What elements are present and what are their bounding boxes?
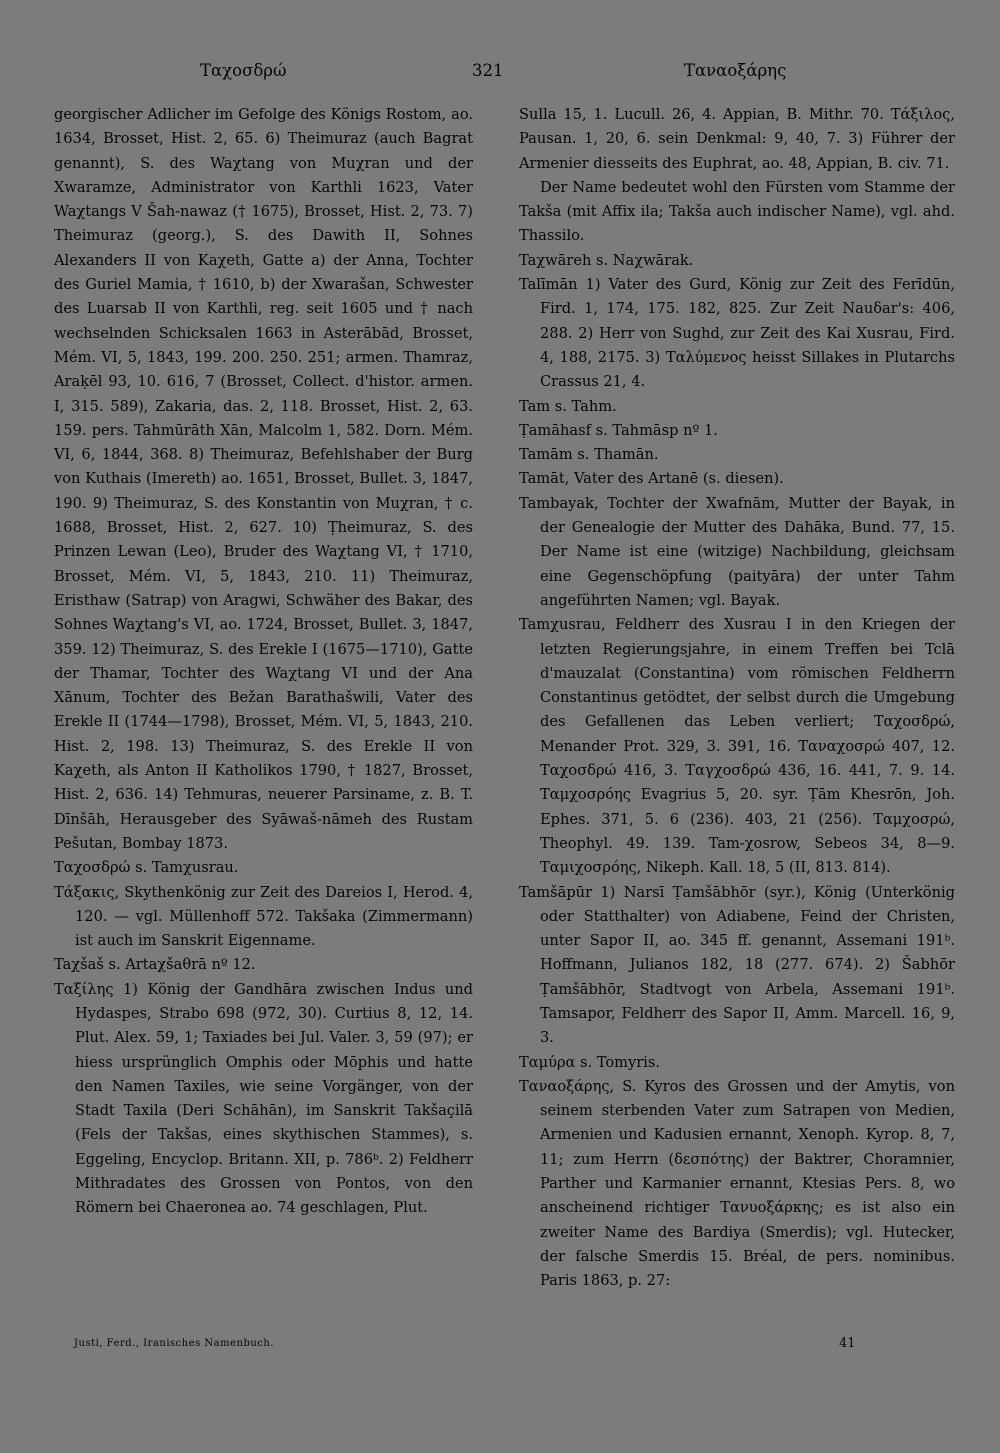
dictionary-entry: Tam s. Tahm. (519, 397, 617, 415)
paragraph: Der Name bedeutet wohl den Fürsten vom Stamme der Takša (mit Affix ila; Takša auch indischer Name), vgl. ahd. Thassilo. (519, 178, 955, 245)
dictionary-entry: Taχwāreh s. Naχwārak. (519, 251, 694, 269)
running-head-right: Ταναοξάρης (684, 61, 787, 80)
dictionary-entry: Ταξίλης 1) König der Gandhāra zwischen Indus und Hydaspes, Strabo 698 (972, 30). Curtius 8, 12, 14. Plut. Alex. 59, 1; Taxiades bei Jul. Valer. 3, 59 (97); er hiess ursprünglich Omphis oder Mōphis und hatte den Namen Taxiles, wie seine Vorgänger, von der Stadt Taxila (Deri Schāhān), im Sanskrit Takšaçilā (Fels der Takšas, eines skythischen Stammes), s. Eggeling, Encyclop. Britann. XII, p. 786ᵇ. 2) Feldherr Mithradates des Grossen von Pontos, von den Römern bei Chaeronea ao. 74 geschlagen, Plut. (54, 980, 473, 1217)
entry-continuation: georgischer Adlicher im Gefolge des Königs Rostom, ao. 1634, Brosset, Hist. 2, 65. 6) Theimuraz (auch Bagrat genannt), S. des Waχtang von Muχran und der Xwaramze, Administrator von Karthli 1623, Vater Waχtangs V Šah-nawaz († 1675), Brosset, Hist. 2, 73. 7) Theimuraz (georg.), S. des Dawith II, Sohnes Alexanders II von Kaχeth, Gatte a) der Anna, Tochter des Guriel Mamia, † 1610, b) der Xwarašan, Schwester des Luarsab II von Karthli, reg. seit 1605 und † nach wechselnden Schicksalen 1663 in Asterābād, Brosset, Mém. VI, 5, 1843, 199. 200. 250. 251; armen. Thamraz, Araḳēl 93, 10. 616, 7 (Brosset, Collect. d'histor. armen. I, 315. 589), Zakaria, das. 2, 118. Brosset, Hist. 2, 63. 159. pers. Tahmūrāth Xān, Malcolm 1, 582. Dorn. Mém. VI, 6, 1844, 368. 8) Theimuraz, Befehlshaber der Burg von Kuthais (Imereth) ao. 1651, Brosset, Bullet. 3, 1847, 190. 9) Theimuraz, S. des Konstantin von Muχran, † c. 1688, Brosset, Hist. 2, 627. 10) Ṭheimuraz, S. des Prinzen Lewan (Leo), Bruder des Waχtang VI, † 1710, Brosset, Mém. VI, 5, 1843, 210. 11) Theimuraz, Eristhaw (Satrap) von Aragwi, Schwäher des Bakar, des Sohnes Waχtang's VI, ao. 1724, Brosset, Bullet. 3, 1847, 359. 12) Theimuraz, S. des Erekle I (1675—1710), Gatte der Thamar, Tochter des Waχtang VI und der Ana Xānum, Tochter des Bežan Barathašwili, Vater des Erekle II (1744—1798), Brosset, Mém. VI, 5, 1843, 210. Hist. 2, 198. 13) Theimuraz, S. des Erekle II von Kaχeth, als Anton II Katholikos 1790, † 1827, Brosset, Hist. 2, 636. 14) Tehmuras, neuerer Parsiname, z. B. T. Dīnšāh, Herausgeber des Syāwaš-nāmeh des Rustam Pešutan, Bombay 1873. (54, 106, 473, 852)
dictionary-entry: Tamām s. Thamān. (519, 446, 659, 464)
dictionary-entry: Ταναοξάρης, S. Kyros des Grossen und der Amytis, von seinem sterbenden Vater zum Satrapen von Medien, Armenien und Kadusien ernannt, Xenoph. Kyrop. 8, 7, 11; zum Herrn (δεσπότης) der Baktrer, Choramnier, Parther und Karmanier ernannt, Ktesias Pers. 8, wo anscheinend richtiger Τανυοξάρκης; es ist also ein zweiter Name des Bardiya (Smerdis); vgl. Hutecker, der falsche Smerdis 15. Bréal, de pers. nominibus. Paris 1863, p. 27: (519, 1077, 955, 1290)
left-column (54, 103, 473, 1221)
dictionary-entry: Tambayak, Tochter der Xwafnām, Mutter der Bayak, in der Genealogie der Mutter des Dahāka, Bund. 77, 15. Der Name ist eine (witzige) Nachbildung, gleichsam eine Gegenschöpfung (paityāra) der unter Tahm angeführten Namen; vgl. Bayak. (519, 494, 955, 609)
footer-signature: Justi, Ferd., Iranisches Namenbuch. (74, 1338, 275, 1349)
dictionary-entry: Ταμύρα s. Tomyris. (519, 1053, 661, 1071)
dictionary-entry: Tamšāpūr 1) Narsī Ṭamšābhōr (syr.), König (Unterkönig oder Statthalter) von Adiabene, Feind der Christen, unter Sapor II, ao. 345 ff. genannt, Assemani 191ᵇ. Hoffmann, Julianos 182, 18 (277. 674). 2) Šabhōr Ṭamšābhōr, Stadtvogt von Arbela, Assemani 191ᵇ. Tamsapor, Feldherr des Sapor II, Amm. Marcell. 16, 9, 3. (519, 883, 955, 1047)
dictionary-entry: Tamχusrau, Feldherr des Xusrau I in den Kriegen der letzten Regierungsjahre, in einem Treffen bei Tclā d'mauzalat (Constantina) vom römischen Feldherrn Constantinus getödtet, der selbst durch die Umgebung des Gefallenen das Leben verliert; Ταχοσδρώ, Menander Prot. 329, 3. 391, 16. Ταναχοσρώ 407, 12. Ταχοσδρώ 416, 3. Ταγχοσδρώ 436, 16. 441, 7. 9. 14. Ταμχοσρόης Evagrius 5, 20. syr. Ṭām Khesrōn, Joh. Ephes. 371, 5. 6 (236). 403, 21 (256). Ταμχοσρώ, Theophyl. 49. 139. Tam-χosrow, Sebeos 34, 8—9. Ταμιχοσρόης, Nikeph. Kall. 18, 5 (II, 813. 814). (519, 616, 955, 877)
entry-continuation: Sulla 15, 1. Lucull. 26, 4. Appian, B. Mithr. 70. Τάξιλος, Pausan. 1, 20, 6. sein Denkmal: 9, 40, 7. 3) Führer der Armenier diesseits des Euphrat, ao. 48, Appian, B. civ. 71. (519, 106, 955, 172)
dictionary-entry: Ταχοσδρώ s. Tamχusrau. (54, 859, 239, 877)
dictionary-entry: Taχšaš s. Artaχšaθrā nº 12. (54, 956, 256, 974)
signature-mark: 41 (839, 1336, 856, 1351)
dictionary-entry: Ṭamāhasf s. Tahmāsp nº 1. (519, 421, 718, 439)
page-number: 321 (472, 61, 504, 80)
dictionary-entry: Τάξακις, Skythenkönig zur Zeit des Dareios I, Herod. 4, 120. — vgl. Müllenhoff 572. Takšaka (Zimmermann) ist auch im Sanskrit Eigenname. (54, 883, 473, 950)
running-head-left: Ταχοσδρώ (200, 61, 287, 80)
dictionary-entry: Tamāt, Vater des Artanē (s. diesen). (519, 470, 784, 488)
right-column (519, 103, 955, 1294)
dictionary-entry: Talīmān 1) Vater des Gurd, König zur Zeit des Ferīdūn, Fird. 1, 174, 175. 182, 825. Zur Zeit Nauδar's: 406, 288. 2) Herr von Sughd, zur Zeit des Kai Xusrau, Fird. 4, 188, 2175. 3) Ταλύμενος heisst Sillakes in Plutarchs Crassus 21, 4. (519, 276, 955, 391)
